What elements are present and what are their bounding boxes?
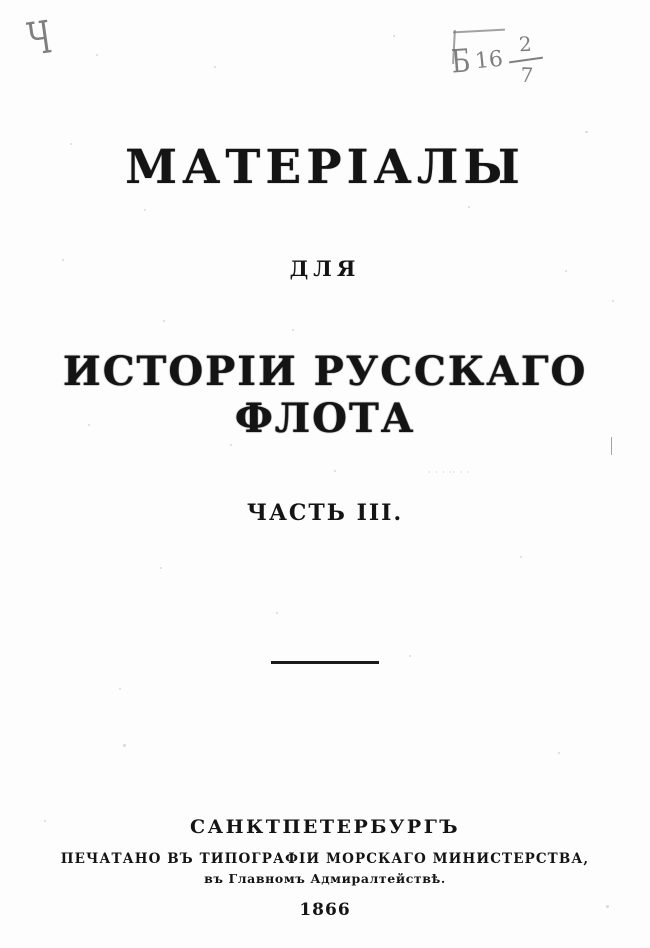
paper-speckle	[334, 470, 336, 472]
shelfmark-fraction	[508, 31, 545, 88]
page-title: МАТЕРІАЛЫ	[125, 140, 525, 195]
title-connector: ДЛЯ	[289, 256, 361, 281]
paper-speckle	[160, 567, 162, 569]
paper-speckle	[163, 320, 165, 322]
shelfmark-fraction-denominator: 7	[519, 62, 534, 88]
pencil-corner-mark: Ч	[24, 12, 53, 67]
paper-speckle	[612, 300, 614, 302]
shelfmark-number: 16	[473, 46, 505, 75]
paper-speckle	[96, 54, 98, 56]
margin-tick-mark	[611, 437, 612, 455]
shelfmark-fraction-numerator: 2	[518, 31, 533, 57]
faded-stamp-smudge: · · · ·· · ·	[428, 468, 471, 477]
shelfmark-top-stroke	[453, 29, 505, 34]
paper-speckle	[558, 752, 560, 754]
imprint-printer-line-2: въ Главномъ Адмиралтействѣ.	[204, 871, 446, 886]
paper-speckle	[123, 744, 126, 747]
paper-speckle	[409, 655, 411, 657]
paper-speckle	[520, 556, 522, 558]
imprint-printer-line-1: ПЕЧАТАНО ВЪ ТИПОГРАФІИ МОРСКАГО МИНИСТЕРСТВА,	[60, 851, 590, 867]
shelfmark-annotation	[447, 24, 577, 106]
paper-speckle	[292, 329, 294, 331]
paper-speckle	[276, 612, 278, 614]
paper-speckle	[214, 66, 216, 68]
volume-part-label: ЧАСТЬ III.	[246, 500, 404, 526]
shelfmark-letter: Б	[450, 41, 472, 81]
imprint-year: 1866	[299, 900, 351, 920]
page-subtitle: ИСТОРІИ РУССКАГО ФЛОТА	[62, 348, 588, 442]
paper-speckle	[393, 35, 395, 37]
paper-speckle	[230, 444, 232, 446]
paper-speckle	[585, 131, 588, 133]
imprint-city: САНКТПЕТЕРБУРГЪ	[189, 816, 461, 838]
paper-speckle	[119, 688, 121, 690]
divider-rule	[271, 661, 379, 664]
paper-speckle	[144, 209, 146, 211]
paper-speckle	[468, 206, 470, 208]
